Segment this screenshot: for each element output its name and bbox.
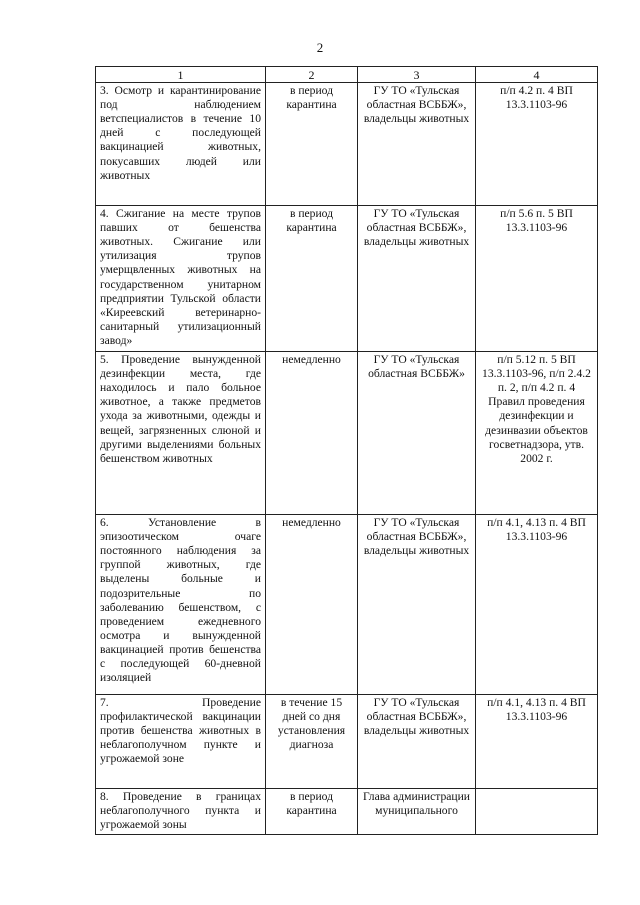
measure-cell: 3. Осмотр и карантинирование под наблюдением ветспециалистов в течение 10 дней с последующей вакцинацией животных, покусавших людей или животных [96,83,266,206]
basis-cell: п/п 5.6 п. 5 ВП 13.3.1103-96 [476,206,598,352]
page-number: 2 [316,40,324,55]
table-row [96,515,598,695]
measure-cell: 6. Установление в эпизоотическом очаге постоянного наблюдения за группой животных, где выделены больные и подозрительные по заболеванию бешенством, с проведением ежедневного осмотра и вынужденной вакцинацией против бешенства с последующей 60-дневной изоляцией [96,515,266,695]
measure-cell: 4. Сжигание на месте трупов павших от бешенства животных. Сжигание или утилизация трупов умерщвленных животных на государственном унитарном предприятии Тульской области «Киреевский ветеринарно-санитарный утилизационный завод» [96,206,266,352]
table-header-row [96,67,598,83]
term-cell: в период карантина [266,206,358,352]
responsible-cell: Глава администрации муниципального [358,789,476,835]
column-header-1: 1 [96,67,266,83]
measures-table [95,66,598,835]
table-row [96,206,598,352]
column-header-3: 3 [358,67,476,83]
responsible-cell: ГУ ТО «Тульская областная ВСББЖ», владельцы животных [358,83,476,206]
term-cell: немедленно [266,352,358,515]
basis-cell: п/п 5.12 п. 5 ВП 13.3.1103-96, п/п 2.4.2 п. 2, п/п 4.2 п. 4 Правил проведения дезинфекции и дезинвазии объектов госветнадзора, утв. 2002 г. [476,352,598,515]
basis-cell: п/п 4.1, 4.13 п. 4 ВП 13.3.1103-96 [476,515,598,695]
term-cell: в течение 15 дней со дня установления диагноза [266,695,358,789]
term-cell: немедленно [266,515,358,695]
table-row [96,83,598,206]
responsible-cell: ГУ ТО «Тульская областная ВСББЖ» [358,352,476,515]
responsible-cell: ГУ ТО «Тульская областная ВСББЖ», владельцы животных [358,206,476,352]
basis-cell: п/п 4.1, 4.13 п. 4 ВП 13.3.1103-96 [476,695,598,789]
table-row [96,695,598,789]
responsible-cell: ГУ ТО «Тульская областная ВСББЖ», владельцы животных [358,695,476,789]
measure-cell: 5. Проведение вынужденной дезинфекции места, где находилось и пало больное животное, а также предметов ухода за животными, одежды и вещей, загрязненных слюной и другими выделениями больных бешенством животных [96,352,266,515]
table-row [96,352,598,515]
measure-cell: 7. Проведение профилактической вакцинации против бешенства животных в неблагополучном пункте и угрожаемой зоне [96,695,266,789]
column-header-4: 4 [476,67,598,83]
responsible-cell: ГУ ТО «Тульская областная ВСББЖ», владельцы животных [358,515,476,695]
column-header-2: 2 [266,67,358,83]
table-row [96,789,598,835]
measure-cell: 8. Проведение в границах неблагополучного пункта и угрожаемой зоны [96,789,266,835]
term-cell: в период карантина [266,83,358,206]
basis-cell: п/п 4.2 п. 4 ВП 13.3.1103-96 [476,83,598,206]
basis-cell [476,789,598,835]
term-cell: в период карантина [266,789,358,835]
